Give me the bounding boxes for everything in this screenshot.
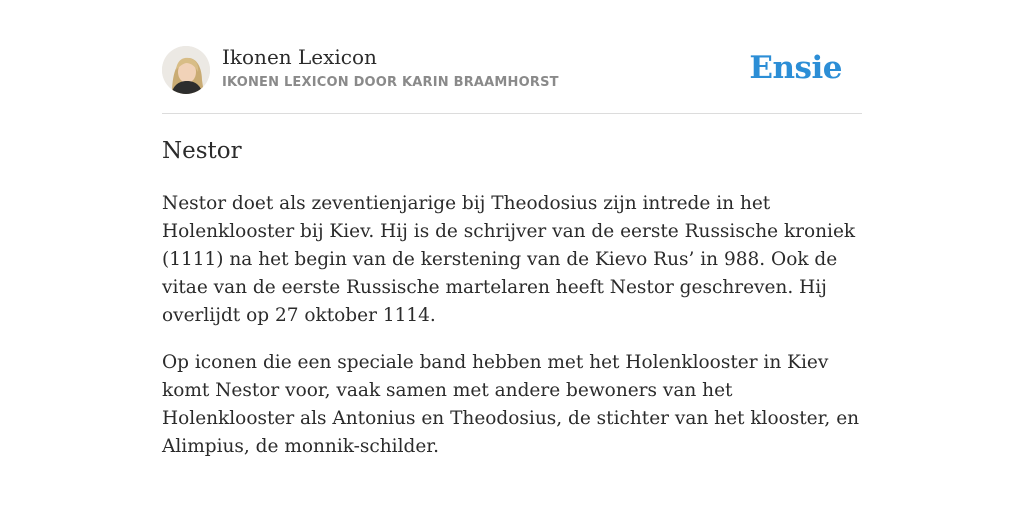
- author-header: [162, 44, 862, 100]
- article-paragraph: Nestor doet als zeventienjarige bij Theodosius zijn intrede in het Holenklooster bij Kiev. Hij is de schrijver van de eerste Russische kroniek (1111) na het begin van de kerstening van de Kievo Rus’ in 988. Ook de vitae van de eerste Russische martelaren heeft Nestor geschreven. Hij overlijdt op 27 oktober 1114.: [162, 193, 856, 326]
- article-title: Nestor: [162, 138, 242, 164]
- ensie-logo[interactable]: Ensie: [749, 50, 842, 86]
- author-name[interactable]: Ikonen Lexicon: [222, 45, 377, 69]
- article-body: [162, 190, 862, 480]
- author-avatar[interactable]: [162, 46, 210, 94]
- header-divider: [162, 113, 862, 114]
- article-paragraph: Op iconen die een speciale band hebben met het Holenklooster in Kiev komt Nestor voor, vaak samen met andere bewoners van het Holenklooster als Antonius en Theodosius, de stichter van het klooster, en Alimpius, de monnik-schilder.: [162, 352, 860, 457]
- avatar-photo-icon: [162, 46, 210, 94]
- author-subtitle: IKONEN LEXICON DOOR KARIN BRAAMHORST: [222, 75, 559, 90]
